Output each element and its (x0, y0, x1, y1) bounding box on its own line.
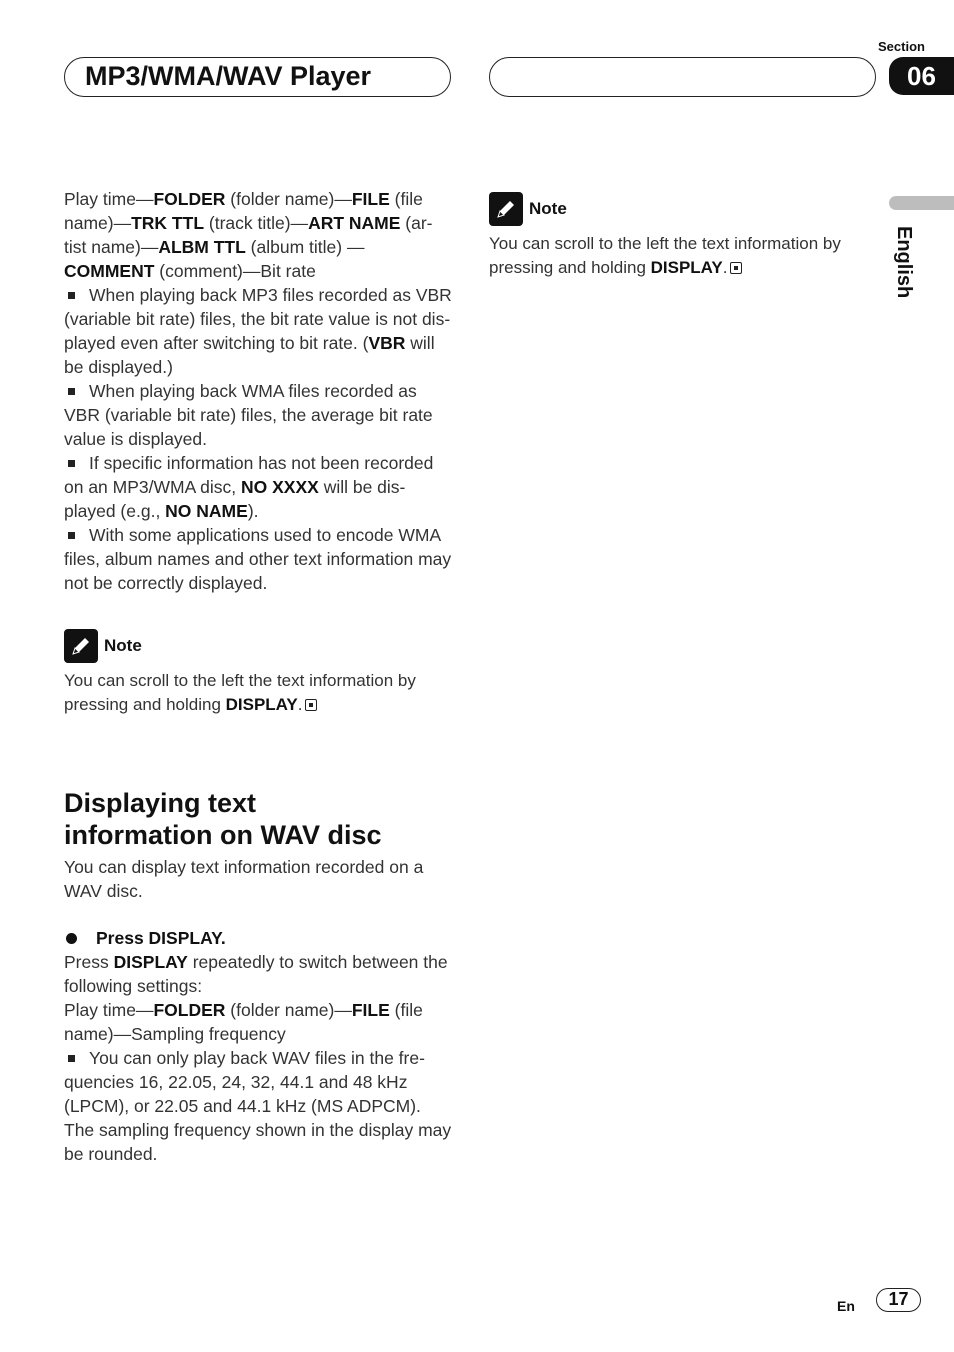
note-text-body: You can scroll to the left the text information by pressing and holding (64, 671, 416, 714)
press-tail: repeatedly to switch between the following settings: (64, 952, 448, 996)
seq-text: (ar- tist name)— (64, 213, 433, 257)
bullet-text: ). (247, 501, 259, 521)
wav-section (64, 787, 454, 1166)
end-mark-icon (305, 699, 317, 711)
step-text: Press DISPLAY. (96, 928, 226, 948)
bullet-text: When playing back MP3 files recorded as VBR (variable bit rate) files, the bit rate value is not dis- played even after switching to bit rate. ( (64, 285, 452, 353)
bullet-square-icon (68, 460, 75, 467)
right-column (489, 192, 861, 280)
bullet-bold: NO XXXX (241, 477, 319, 497)
left-column (64, 187, 454, 1166)
seq-bold: TRK TTL (131, 213, 205, 233)
seq-text: (track title)— (204, 213, 309, 233)
press-bold: DISPLAY (113, 952, 188, 972)
chapter-title-pill (64, 57, 451, 97)
wav-heading-line2: information on WAV disc (64, 820, 382, 850)
bullet-text: will be dis- played (e.g., (64, 477, 406, 521)
wav-sequence (64, 998, 454, 1046)
header-blank-pill (489, 57, 876, 97)
wav-bullet (64, 1046, 454, 1166)
note-tail: . (722, 258, 728, 277)
seq-bold: COMMENT (64, 261, 155, 281)
bullet-text: If specific information has not been recorded on an MP3/WMA disc, (64, 453, 434, 497)
wav-step (64, 926, 454, 950)
press-text: Press (64, 952, 114, 972)
note-header (489, 192, 861, 226)
bullet-bold: NO NAME (165, 501, 248, 521)
language-label: English (893, 226, 915, 299)
seq-bold: FILE (351, 189, 390, 209)
seq-text: Play time— (64, 1000, 154, 1020)
footer-lang-code: En (837, 1298, 855, 1314)
note-tail: . (297, 695, 303, 714)
seq-text: (file name)— (64, 189, 423, 233)
bullet-square-icon (68, 388, 75, 395)
pencil-note-icon (64, 629, 98, 663)
seq-text: (album title) — (245, 237, 365, 257)
step-bullet-icon (66, 933, 77, 944)
note-text-body: You can scroll to the left the text information by pressing and holding (489, 234, 841, 277)
seq-text: (file name)—Sampling frequency (64, 1000, 423, 1044)
note-bold: DISPLAY (650, 258, 723, 277)
end-mark-icon (730, 262, 742, 274)
seq-text: Play time— (64, 189, 154, 209)
chapter-title: MP3/WMA/WAV Player (85, 61, 372, 91)
seq-text: (folder name)— (225, 1000, 352, 1020)
seq-bold: FILE (351, 1000, 390, 1020)
section-number-box (889, 57, 954, 95)
info-sequence (64, 187, 454, 283)
bullet-bold: VBR (368, 333, 406, 353)
note-label: Note (529, 199, 567, 218)
wav-heading-line1: Displaying text (64, 788, 257, 818)
bullet-text: With some applications used to encode WMA files, album names and other text information may not be correctly displayed. (64, 525, 452, 593)
note-bold: DISPLAY (225, 695, 298, 714)
note-text (64, 669, 454, 717)
pencil-note-icon (489, 192, 523, 226)
bullet-text: You can only play back WAV files in the fre- quencies 16, 22.05, 24, 32, 44.1 and 48 kHz (LPCM), or 22.05 and 44.1 kHz (MS ADPCM). The sampling frequency shown in the display may be rounded. (64, 1048, 452, 1164)
seq-text: (comment)—Bit rate (154, 261, 316, 281)
wav-press-desc (64, 950, 454, 998)
note-text (489, 232, 861, 280)
note-label: Note (104, 636, 142, 655)
page-number: 17 (876, 1288, 921, 1312)
seq-bold: FOLDER (153, 189, 226, 209)
bullet-square-icon (68, 532, 75, 539)
seq-bold: ART NAME (308, 213, 401, 233)
bullet-square-icon (68, 292, 75, 299)
bullet-text: will be displayed.) (64, 333, 435, 377)
wav-intro: You can display text information recorded on a WAV disc. (64, 857, 424, 901)
left-note (64, 629, 454, 717)
bullet-wma-apps (64, 523, 454, 595)
bullet-vbr-wma (64, 379, 454, 451)
language-tab (889, 196, 954, 210)
seq-bold: ALBM TTL (158, 237, 246, 257)
bullet-no-info (64, 451, 454, 523)
note-header (64, 629, 454, 663)
wav-heading (64, 787, 454, 851)
seq-text: (folder name)— (225, 189, 352, 209)
bullet-text: When playing back WMA files recorded as VBR (variable bit rate) files, the average bit rate value is displayed. (64, 381, 433, 449)
seq-bold: FOLDER (153, 1000, 226, 1020)
section-number: 06 (907, 61, 936, 91)
bullet-square-icon (68, 1055, 75, 1062)
section-label: Section (878, 39, 925, 54)
bullet-vbr-mp3 (64, 283, 454, 379)
